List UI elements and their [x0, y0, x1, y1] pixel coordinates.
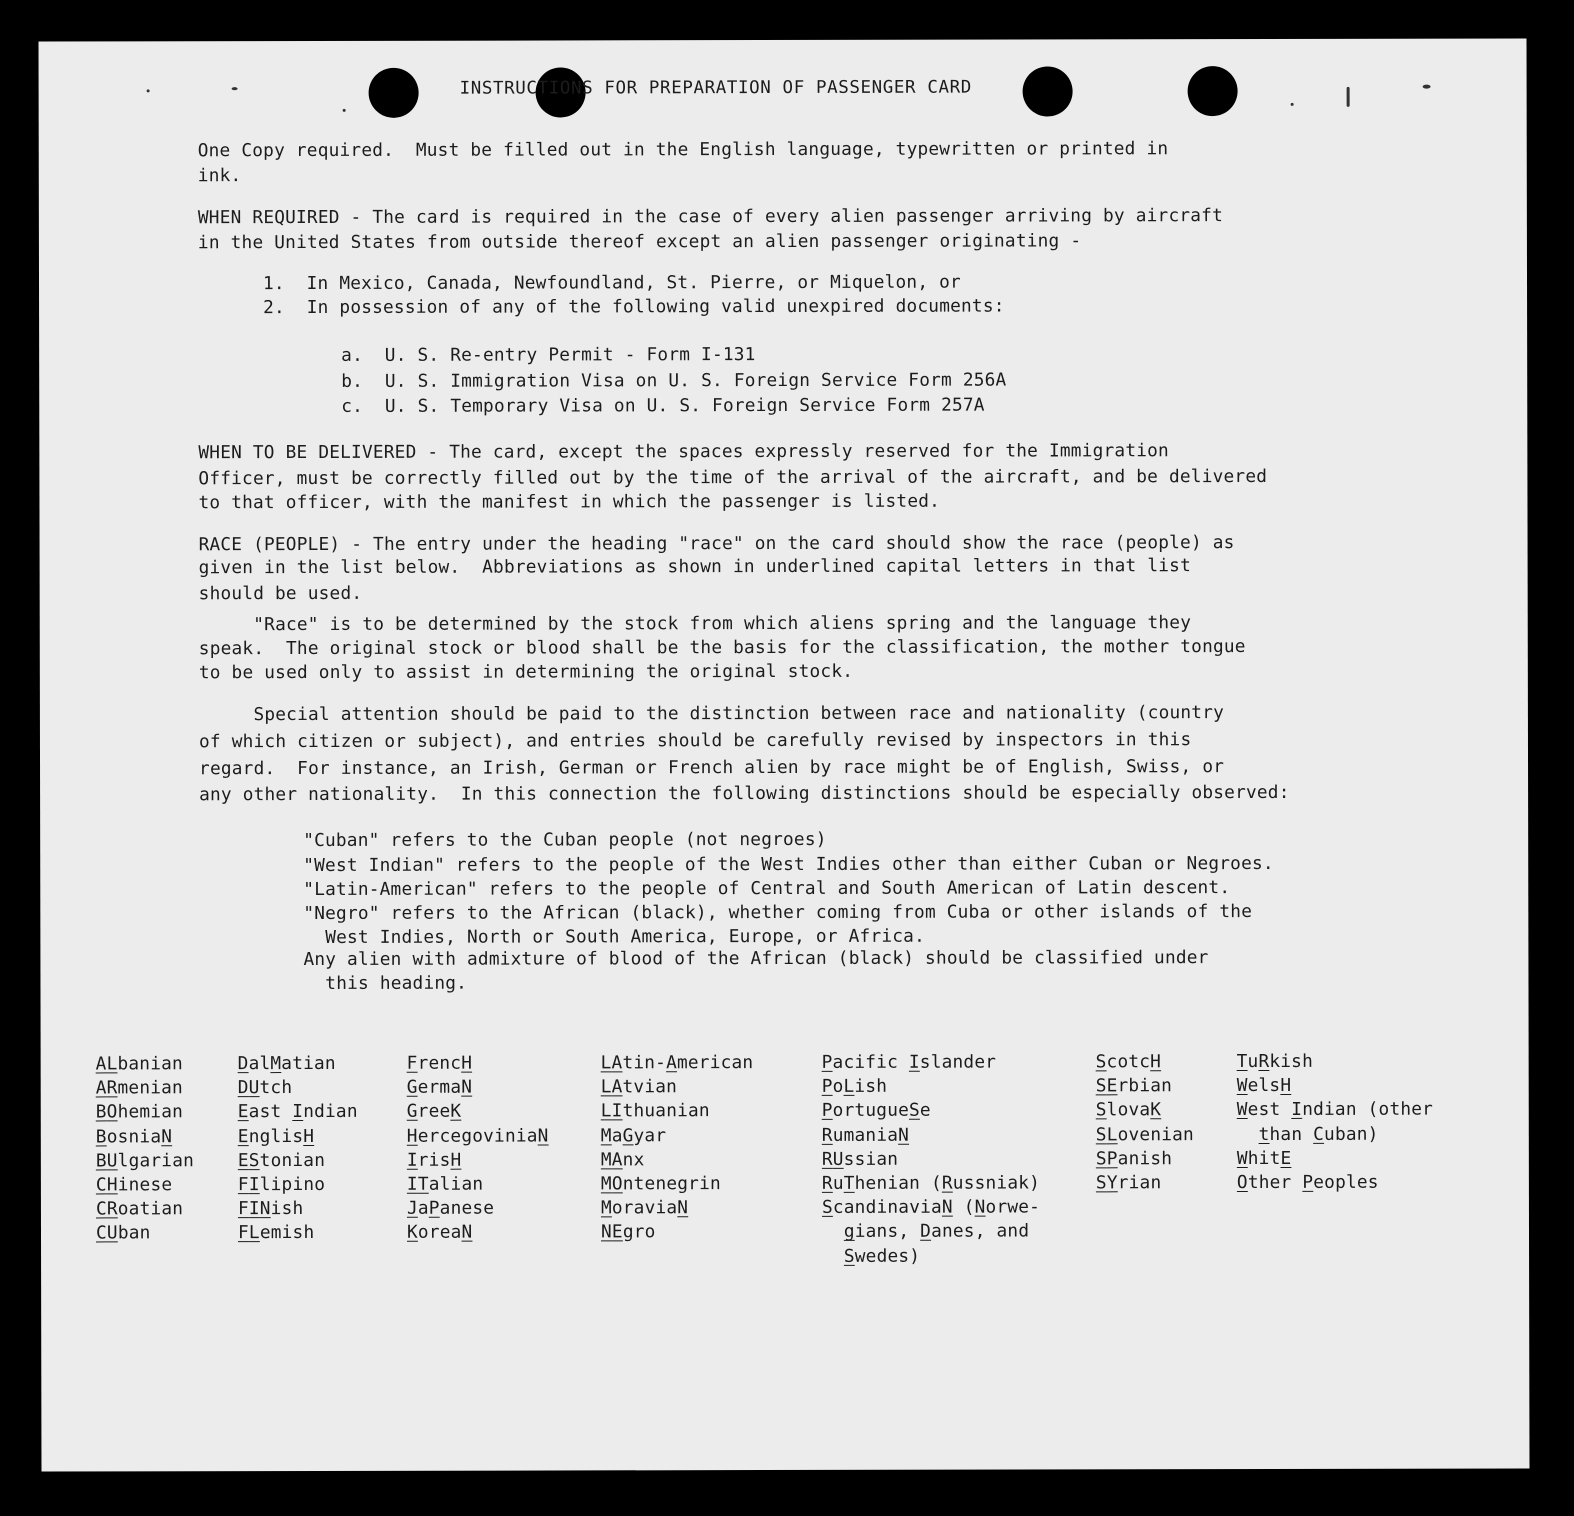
race-list-item: WhitE	[1236, 1147, 1292, 1169]
page-title: INSTRUCTIONS FOR PREPARATION OF PASSENGER CARD	[459, 77, 972, 99]
race-list-item: BOhemian	[95, 1101, 184, 1123]
race-list-item: MAnx	[600, 1149, 645, 1171]
race-list-item: ITalian	[406, 1173, 484, 1195]
speck	[232, 87, 238, 90]
race-list-item: LIthuanian	[600, 1100, 710, 1122]
distinction-line: "Cuban" refers to the Cuban people (not negroes)	[303, 828, 827, 852]
race-list-item: NEgro	[600, 1221, 656, 1243]
intro-line: One Copy required. Must be filled out in the English language, typewritten or printed in	[197, 138, 1169, 162]
speck	[1423, 85, 1431, 89]
when-required-line: WHEN REQUIRED - The card is required in the case of every alien passenger arriving by aircraft	[197, 205, 1223, 229]
race-list-item: BosniaN	[95, 1125, 173, 1148]
document-item: b. U. S. Immigration Visa on U. S. Foreign Service Form 256A	[341, 369, 1007, 392]
race-list-item: ALbanian	[95, 1053, 183, 1075]
exception-item: 2. In possession of any of the following valid unexpired documents:	[263, 295, 1005, 319]
race-list-item: KoreaN	[406, 1222, 473, 1244]
document-page	[39, 38, 1530, 1471]
race-list-item: Pacific Islander	[821, 1051, 997, 1073]
race-list-item: PortugueSe	[821, 1100, 931, 1122]
race-list-item: IrisH	[406, 1149, 462, 1171]
race-list-item: WelsH	[1236, 1075, 1292, 1097]
race-list-item: ARmenian	[95, 1077, 183, 1099]
distinction-line: Any alien with admixture of blood of the African (black) should be classified under	[303, 947, 1209, 971]
race-list-item: FrencH	[406, 1052, 473, 1074]
race-list-item: JaPanese	[406, 1197, 495, 1219]
race-list-item: than Cuban)	[1258, 1123, 1379, 1145]
race-list-item: Swedes)	[843, 1245, 921, 1267]
race-list-item: East Indian	[237, 1101, 358, 1123]
race-line: given in the list below. Abbreviations as shown in underlined capital letters in that list	[198, 555, 1192, 579]
race-line: regard. For instance, an Irish, German or French alien by race might be of English, Swiss, or	[199, 756, 1225, 780]
race-list-item: BUlgarian	[95, 1150, 195, 1172]
race-list-item: RuThenian (Russniak)	[821, 1172, 1041, 1194]
race-line: to be used only to assist in determining the original stock.	[198, 660, 854, 684]
race-list-item: LAtvian	[600, 1076, 678, 1098]
race-list-item: LAtin-American	[600, 1052, 754, 1074]
race-list-item: ScandinaviaN (Norwe-	[821, 1196, 1041, 1219]
punch-hole	[1023, 66, 1073, 116]
race-list-item: SYrian	[1095, 1172, 1162, 1194]
race-list-item: Other Peoples	[1236, 1171, 1379, 1194]
race-list-item: MoraviaN	[600, 1197, 689, 1219]
intro-line: ink.	[197, 165, 242, 187]
speck	[1291, 103, 1294, 106]
race-list-item: MOntenegrin	[600, 1173, 721, 1195]
distinction-line: "West Indian" refers to the people of the West Indies other than either Cuban or Negroes.	[303, 852, 1274, 877]
race-list-item: DUtch	[237, 1077, 293, 1099]
race-list-item: HercegoviniaN	[406, 1125, 549, 1147]
race-list-item: RUssian	[821, 1148, 899, 1170]
race-line: "Race" is to be determined by the stock from which aliens spring and the language they	[198, 612, 1192, 636]
race-list-item: GreeK	[406, 1101, 462, 1123]
race-list-item: SLovenian	[1095, 1123, 1194, 1145]
race-list-item: SlovaK	[1095, 1099, 1162, 1121]
race-list-item: SErbian	[1095, 1075, 1173, 1097]
race-list-item: CUban	[95, 1222, 151, 1244]
race-list-item: FINish	[237, 1198, 304, 1220]
distinction-line: this heading.	[303, 972, 468, 995]
race-line: of which citizen or subject), and entries should be carefully revised by inspectors in this	[198, 729, 1192, 753]
distinction-line: "Negro" refers to the African (black), whether coming from Cuba or other islands of the	[303, 901, 1253, 925]
race-line: speak. The original stock or blood shall be the basis for the classification, the mother tongue	[198, 636, 1246, 660]
document-item: c. U. S. Temporary Visa on U. S. Foreign Service Form 257A	[341, 394, 985, 417]
speck	[1347, 87, 1350, 107]
race-list-item: ScotcH	[1095, 1051, 1162, 1073]
speck	[147, 89, 150, 92]
when-delivered-line: Officer, must be correctly filled out by the time of the arrival of the aircraft, and be delivered	[198, 465, 1268, 490]
race-list-item: MaGyar	[600, 1124, 667, 1146]
race-line: any other nationality. In this connection the following distinctions should be especially observed:	[199, 781, 1290, 806]
race-list-item: CHinese	[95, 1174, 173, 1196]
when-delivered-line: WHEN TO BE DELIVERED - The card, except the spaces expressly reserved for the Immigration	[198, 440, 1169, 464]
race-line: Special attention should be paid to the distinction between race and nationality (country	[198, 702, 1225, 726]
race-list-item: CRoatian	[95, 1198, 184, 1220]
when-delivered-line: to that officer, with the manifest in which the passenger is listed.	[198, 490, 941, 514]
race-list-item: GermaN	[406, 1076, 473, 1098]
race-list-item: RumaniaN	[821, 1124, 910, 1146]
race-list-item: West Indian (other	[1236, 1099, 1434, 1121]
exception-item: 1. In Mexico, Canada, Newfoundland, St. Pierre, or Miquelon, or	[262, 271, 961, 295]
race-list-item: gians, Danes, and	[843, 1220, 1030, 1243]
race-line: should be used.	[198, 582, 363, 605]
race-list-item: DalMatian	[237, 1052, 336, 1075]
distinction-line: West Indies, North or South America, Europe, or Africa.	[303, 925, 926, 949]
punch-hole	[1188, 66, 1238, 116]
race-list-item: FIlipino	[237, 1173, 326, 1196]
race-list-item: SPanish	[1095, 1147, 1173, 1170]
race-list-item: EnglisH	[237, 1125, 315, 1147]
distinction-line: "Latin-American" refers to the people of Central and South American of Latin descent.	[303, 877, 1231, 901]
race-list-item: FLemish	[237, 1222, 315, 1244]
document-item: a. U. S. Re-entry Permit - Form I-131	[341, 344, 756, 366]
race-list-item: EStonian	[237, 1149, 326, 1171]
race-line: RACE (PEOPLE) - The entry under the heading "race" on the card should show the race (people) as	[198, 532, 1235, 556]
when-required-line: in the United States from outside thereof except an alien passenger originating -	[197, 230, 1082, 254]
punch-hole	[369, 68, 419, 118]
race-list-item: PoLish	[821, 1075, 888, 1098]
speck	[343, 109, 346, 112]
race-list-item: TuRkish	[1236, 1050, 1314, 1073]
